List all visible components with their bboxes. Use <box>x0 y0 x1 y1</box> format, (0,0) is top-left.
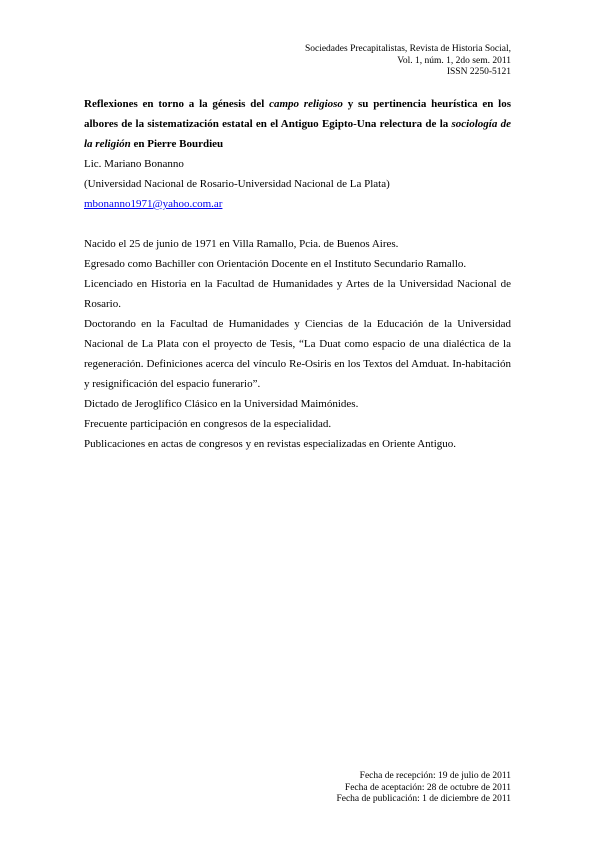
section-spacer <box>84 214 511 234</box>
bio-paragraph: Frecuente participación en congresos de la especialidad. <box>84 418 332 430</box>
date-received: Fecha de recepción: 19 de julio de 2011 <box>359 771 511 781</box>
date-accepted: Fecha de aceptación: 28 de octubre de 2011 <box>344 782 511 793</box>
bio-paragraph: Licenciado en Historia en la Facultad de Humanidades y Artes de la Universidad Nacional de Rosario. <box>84 278 511 310</box>
article-body <box>84 94 511 454</box>
author-name: Lic. Mariano Bonanno <box>84 158 184 170</box>
journal-header <box>305 44 511 79</box>
bio-paragraph: Nacido el 25 de junio de 1971 en Villa Ramallo, Pcia. de Buenos Aires. <box>84 238 399 250</box>
bio-paragraph: Doctorando en la Facultad de Humanidades y Ciencias de la Educación de la Universidad Nacional de La Plata con el proyecto de Tesis, “La Duat como espacio de una dialéctica de la regeneración. Definiciones acerca del vínculo Re-Osiris en los Textos del Amduat. In-habitación y resignificación del espacio funerario”. <box>84 318 511 390</box>
author-email-link[interactable]: mbonanno1971@yahoo.com.ar <box>84 198 223 210</box>
title-text-1: Reflexiones en torno a la génesis del <box>84 98 270 110</box>
date-published: Fecha de publicación: 1 de diciembre de 2011 <box>336 794 511 804</box>
article-title <box>84 94 511 154</box>
journal-issn: ISSN 2250-5121 <box>446 67 511 77</box>
journal-volume: Vol. 1, núm. 1, 2do sem. 2011 <box>397 55 511 66</box>
title-italic-1: campo religioso <box>269 98 343 110</box>
title-text-3: en Pierre Bourdieu <box>130 138 224 150</box>
bio-paragraph: Publicaciones en actas de congresos y en revistas especializadas en Oriente Antiguo. <box>84 438 457 450</box>
author-affiliation: (Universidad Nacional de Rosario-Universidad Nacional de La Plata) <box>84 178 390 190</box>
title-text-2: y su pertinencia heurística en los albores de la sistematización estatal en el Antiguo Egipto-Una relectura de la <box>84 98 511 130</box>
bio-paragraph: Egresado como Bachiller con Orientación Docente en el Instituto Secundario Ramallo. <box>84 258 467 270</box>
publication-dates <box>336 771 511 806</box>
author-bio <box>84 234 511 454</box>
title-italic-2: sociología de la religión <box>84 118 511 150</box>
bio-paragraph: Dictado de Jeroglífico Clásico en la Universidad Maimónides. <box>84 398 359 410</box>
journal-name: Sociedades Precapitalistas, Revista de Historia Social, <box>304 44 511 54</box>
